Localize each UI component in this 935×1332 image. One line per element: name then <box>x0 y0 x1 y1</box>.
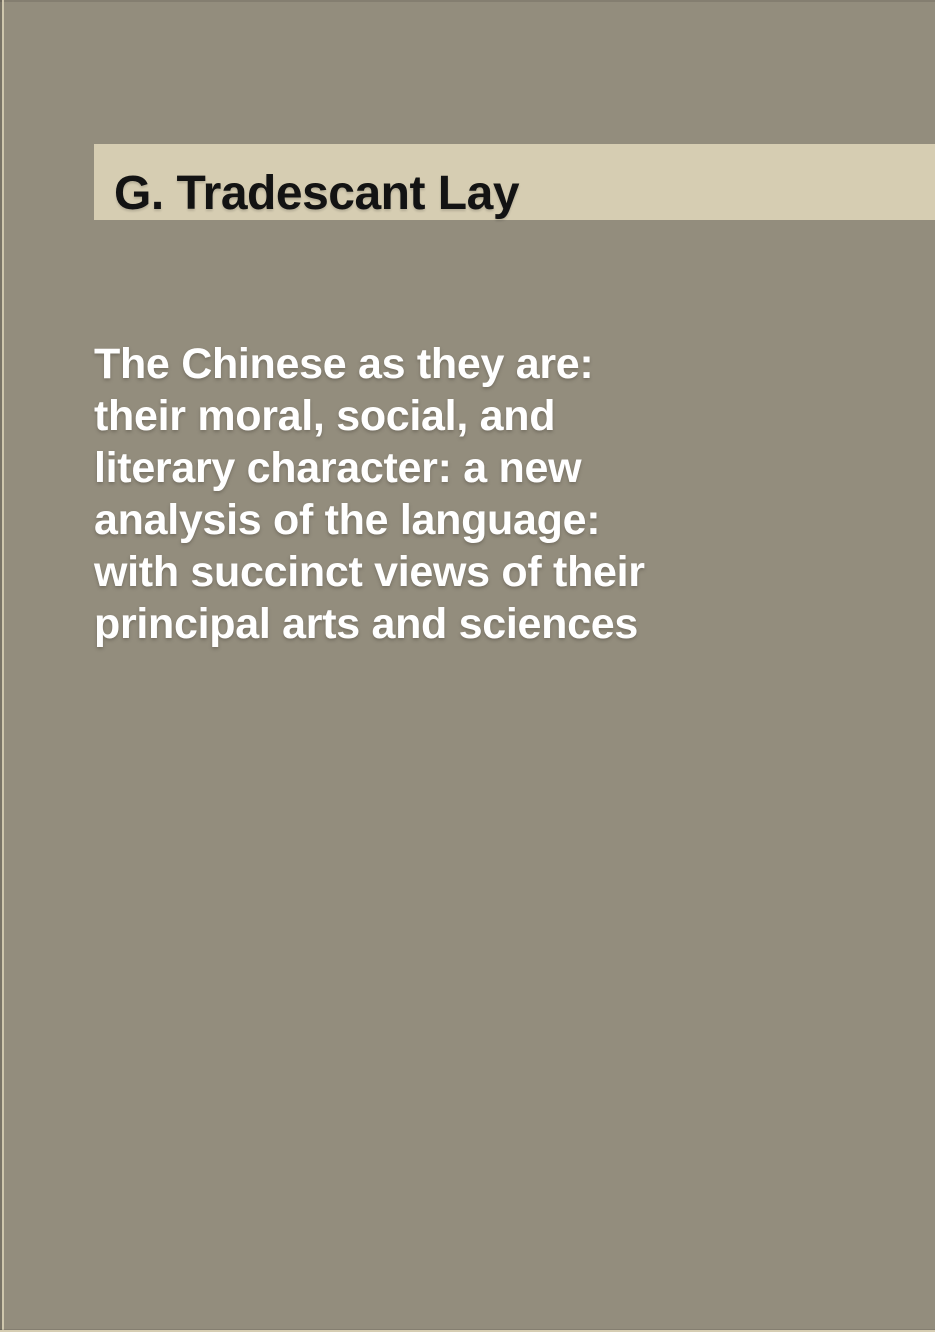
title-line-5: with succinct views of their <box>94 548 645 596</box>
title-line-3: literary character: a new <box>94 444 582 492</box>
book-title <box>94 338 645 650</box>
author-name: G. Tradescant Lay <box>114 167 520 220</box>
title-line-1: The Chinese as they are: <box>94 340 594 388</box>
title-line-4: analysis of the language: <box>94 496 601 544</box>
cover-top-edge-shade <box>0 0 935 2</box>
cover-left-edge-highlight <box>2 0 4 1332</box>
author-banner <box>94 144 935 220</box>
title-line-2: their moral, social, and <box>94 392 556 440</box>
title-line-6: principal arts and sciences <box>94 600 638 648</box>
